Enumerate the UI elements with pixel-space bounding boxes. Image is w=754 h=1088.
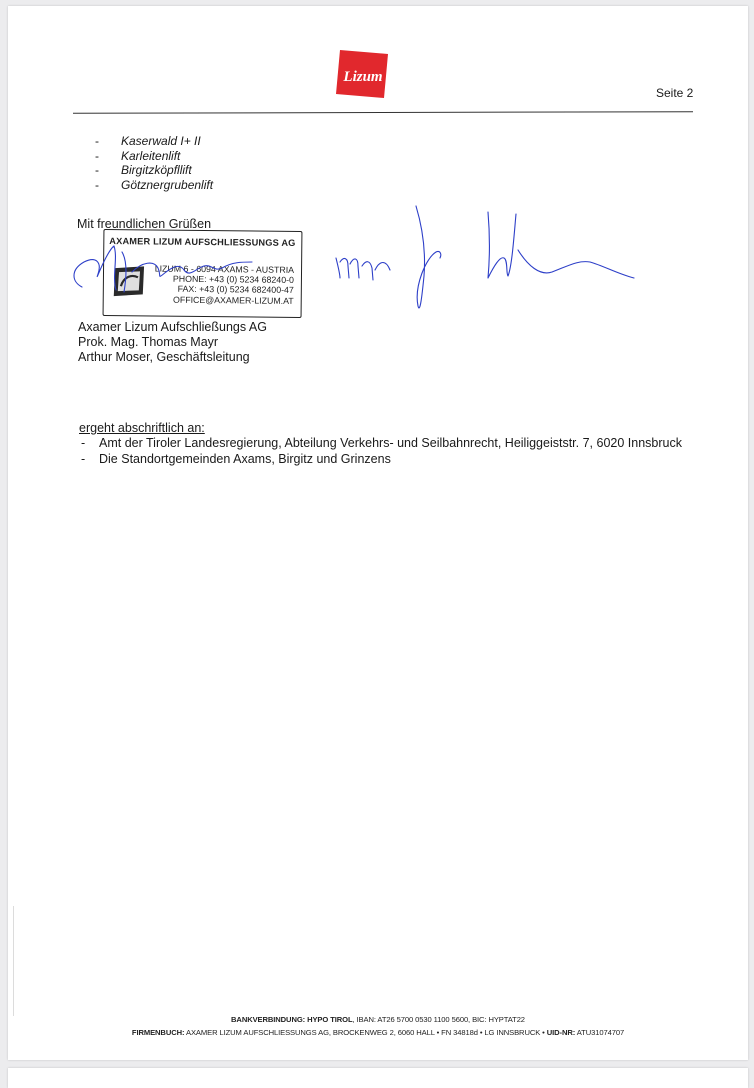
list-item: - Götznergrubenlift xyxy=(95,177,214,192)
header-divider xyxy=(73,111,693,114)
footer-bank xyxy=(8,1015,748,1024)
scan-edge-line xyxy=(13,906,14,1016)
lizum-logo xyxy=(334,48,390,100)
cc-list xyxy=(81,435,682,467)
list-item: - Amt der Tiroler Landesregierung, Abteilung Verkehrs- und Seilbahnrecht, Heiliggeiststr. 7, 6020 Innsbruck xyxy=(81,436,682,450)
cc-recipient: Die Standortgemeinden Axams, Birgitz und Grinzens xyxy=(99,452,391,466)
list-item: - Kaserwald I+ II xyxy=(95,134,201,148)
stamp-title: AXAMER LIZUM AUFSCHLIESSUNGS AG xyxy=(109,236,296,248)
list-item: - Die Standortgemeinden Axams, Birgitz und Grinzens xyxy=(81,452,391,466)
list-item: - Karleitenlift xyxy=(95,148,181,163)
stamp-contact xyxy=(144,263,294,305)
footer-uid-label: UID-NR: xyxy=(546,1028,576,1037)
list-item: - Birgitzköpfllift xyxy=(95,163,192,178)
cc-recipient: Amt der Tiroler Landesregierung, Abteilung Verkehrs- und Seilbahnrecht, Heiliggeiststr. 7, 6020 Innsbruck xyxy=(99,436,682,450)
footer-uid-text: ATU31074707 xyxy=(575,1028,625,1037)
stamp-address: LIZUM 6 - 6094 AXAMS - AUSTRIA xyxy=(154,263,295,275)
footer-bank-label: BANKVERBINDUNG: HYPO TIROL xyxy=(231,1015,353,1024)
footer-register xyxy=(8,1028,748,1037)
stamp-phone: PHONE: +43 (0) 5234 68240-0 xyxy=(172,273,294,286)
signatory-block xyxy=(78,320,267,364)
cc-heading: ergeht abschriftlich an: xyxy=(79,421,205,435)
page-number: Seite 2 xyxy=(656,86,694,100)
signatory-name: Prok. Mag. Thomas Mayr xyxy=(78,334,219,349)
signature-moser xyxy=(328,196,638,316)
lift-name: Karleitenlift xyxy=(121,148,181,163)
logo-wordmark: Lizum xyxy=(343,69,383,85)
next-page-edge xyxy=(8,1068,748,1088)
lift-name: Götznergrubenlift xyxy=(121,177,214,192)
stamp-logo-icon xyxy=(112,264,146,298)
signatory-name: Arthur Moser, Geschäftsleitung xyxy=(78,349,250,364)
footer-register-text: AXAMER LIZUM AUFSCHLIESSUNGS AG, BROCKENWEG 2, 6060 HALL • FN 34818d • LG INNSBRUCK • xyxy=(184,1028,547,1037)
lift-list xyxy=(95,134,213,192)
closing-greeting: Mit freundlichen Grüßen xyxy=(77,217,212,231)
lift-name: Kaserwald I+ II xyxy=(121,134,201,148)
company-stamp xyxy=(103,229,303,318)
document-page xyxy=(8,6,748,1060)
footer-register-label: FIRMENBUCH: xyxy=(131,1028,185,1037)
footer-bank-text: , IBAN: AT26 5700 0530 1100 5600, BIC: HYPTAT22 xyxy=(352,1015,525,1024)
lift-name: Birgitzköpfllift xyxy=(121,163,192,178)
stamp-email: OFFICE@AXAMER-LIZUM.AT xyxy=(172,294,294,306)
company-name: Axamer Lizum Aufschließungs AG xyxy=(78,320,267,334)
stamp-fax: FAX: +43 (0) 5234 682400-47 xyxy=(177,284,294,296)
